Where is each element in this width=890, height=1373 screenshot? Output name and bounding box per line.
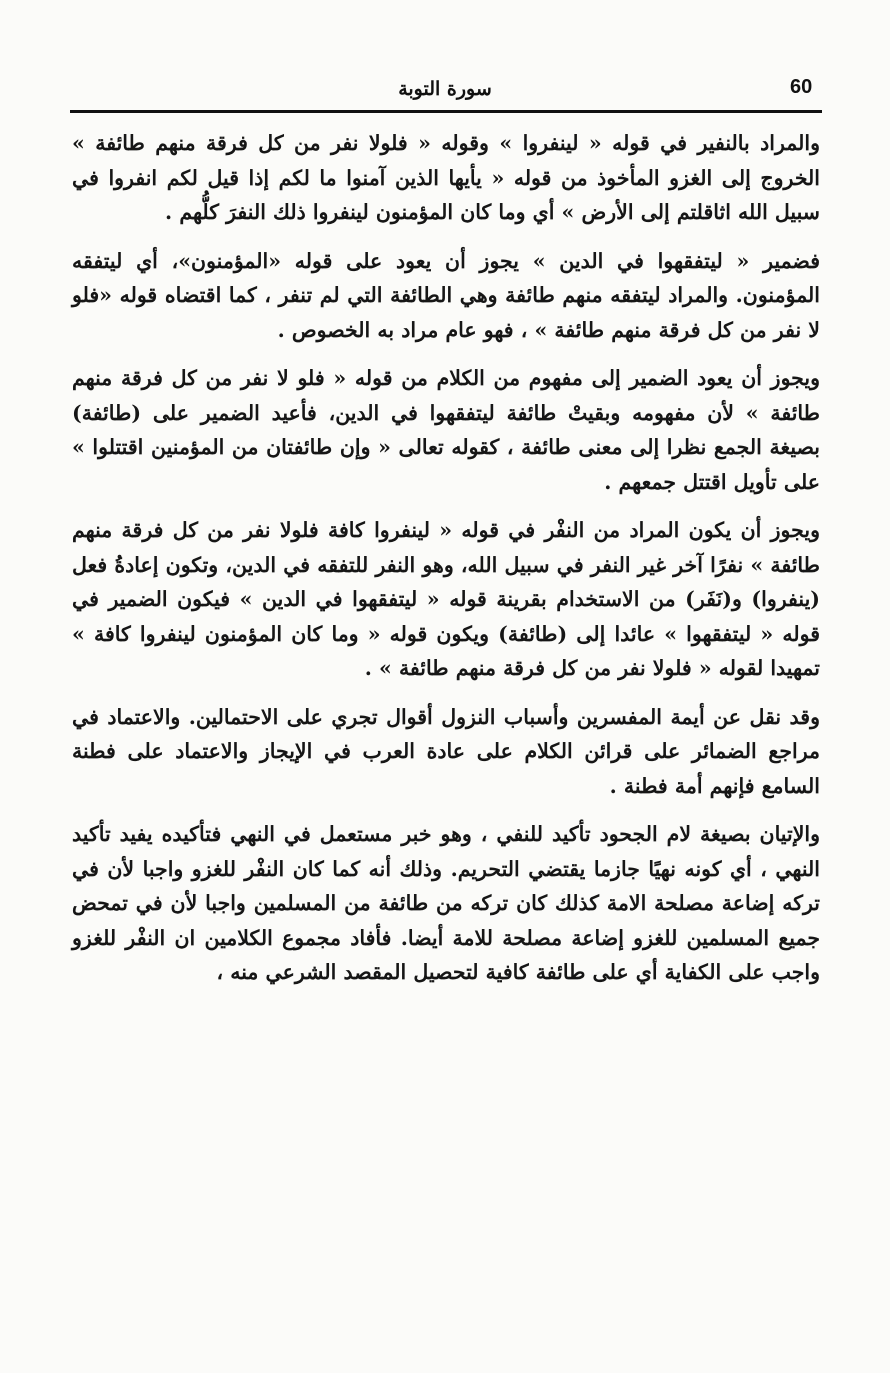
header-rule [70, 110, 822, 113]
body-text [72, 126, 820, 990]
page-header [70, 72, 820, 110]
paragraph-2: فضمير « ليتفقهوا في الدين » يجوز أن يعود على قوله «المؤمنون»، أي ليتفقه المؤمنون. والمراد ليتفقه منهم طائفة وهي الطائفة التي لم تنفر ، كما اقتضاه قوله «فلو لا نفر من كل فرقة منهم طائفة » ، فهو عام مراد به الخصوص . [72, 248, 820, 342]
paragraph-6: والإتيان بصيغة لام الجحود تأكيد للنفي ، وهو خبر مستعمل في النهي فتأكيده يفيد تأكيد النهي ، أي كونه نهيًا جازما يقتضي التحريم. وذلك أنه كما كان النفْر للغزو واجبا لأن في تركه إضاعة مصلحة الامة كذلك كان تركه من طائفة من المسلمين واجبا لأن في تمحض جميع المسلمين للغزو إضاعة مصلحة للامة أيضا. فأفاد مجموع الكلامين ان النفْر للغزو واجب على الكفاية أي على طائفة كافية لتحصيل المقصد الشرعي منه ، [72, 822, 820, 984]
running-title: سورة التوبة [398, 78, 492, 100]
paragraph-5: وقد نقل عن أيمة المفسرين وأسباب النزول أقوال تجري على الاحتمالين. والاعتماد في مراجع الضمائر على قرائن الكلام على عادة العرب في الإيجاز والاعتماد على فطنة السامع فإنهم أمة فطنة . [72, 704, 820, 798]
paragraph-4: ويجوز أن يكون المراد من النفْر في قوله « لينفروا كافة فلولا نفر من كل فرقة منهم طائفة » نفرًا آخر غير النفر في سبيل الله، وهو النفر للتفقه في الدين، وتكون إعادةُ فعل (ينفروا) و(نَفَر) من الاستخدام بقرينة قوله « ليتفقهوا في الدين » فيكون الضمير في قوله « ليتفقهوا » عائدا إلى (طائفة) ويكون قوله « وما كان المؤمنون لينفروا كافة » تمهيدا لقوله « فلولا نفر من كل فرقة منهم طائفة » . [72, 518, 820, 680]
paragraph-3: ويجوز أن يعود الضمير إلى مفهوم من الكلام من قوله « فلو لا نفر من كل فرقة منهم طائفة » لأن مفهومه وبقيتْ طائفة ليتفقهوا في الدين، فأعيد الضمير على (طائفة) بصيغة الجمع نظرا إلى معنى طائفة ، كقوله تعالى « وإن طائفتان من المؤمنين اقتتلوا » على تأويل اقتتل جمعهم . [72, 366, 820, 494]
page-number: 60 [790, 76, 813, 98]
paragraph-1: والمراد بالنفير في قوله « لينفروا » وقوله « فلولا نفر من كل فرقة منهم طائفة » الخروج إلى الغزو المأخوذ من قوله « يأيها الذين آمنوا ما لكم إذا قيل لكم انفروا في سبيل الله اثاقلتم إلى الأرض » أي وما كان المؤمنون لينفروا ذلك النفرَ كلُّهم . [72, 131, 820, 224]
